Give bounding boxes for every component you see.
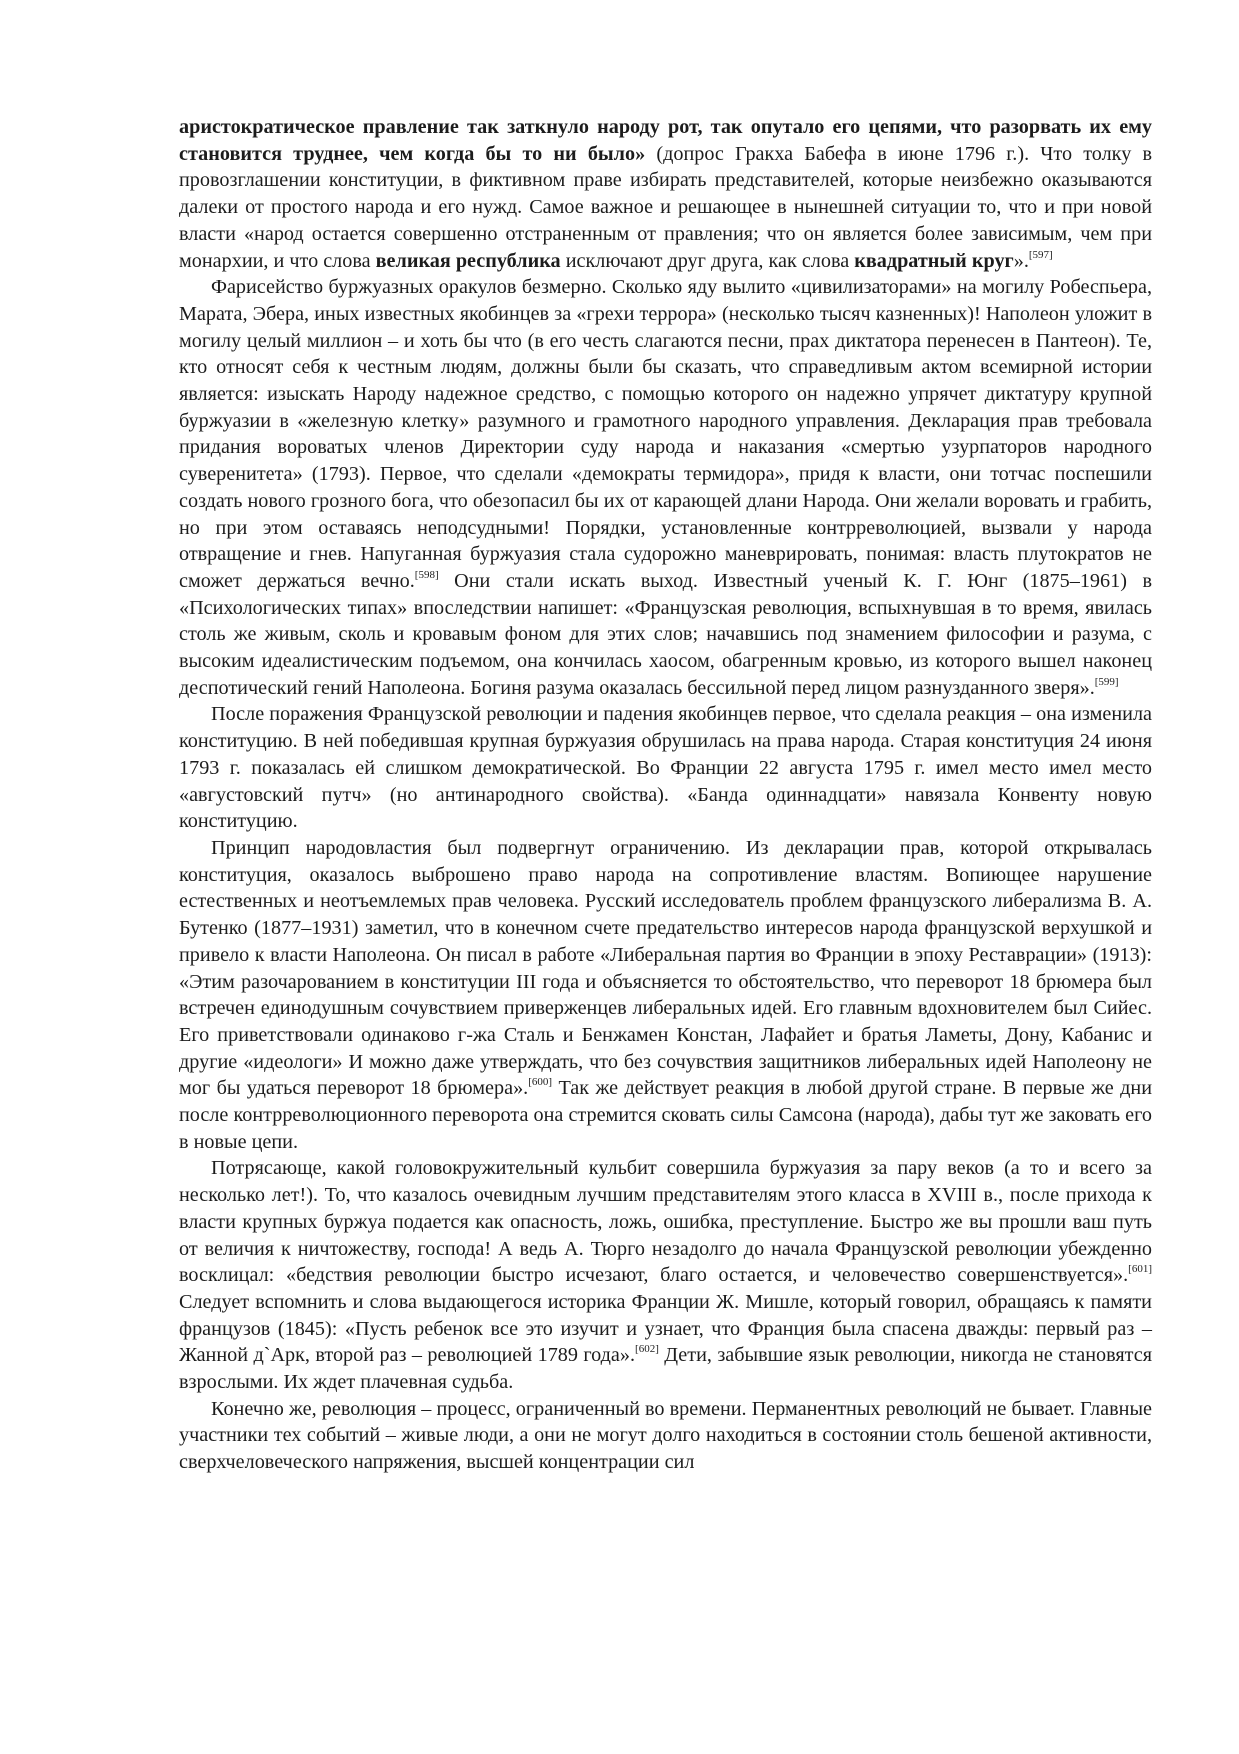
text-run: исключают друг друга, как слова (560, 249, 855, 272)
text-run: Они стали искать выход. Известный ученый К. Г. Юнг (1875–1961) в «Психологических типах» впоследствии напишет: «Французская революция, вспыхнувшая в то время, явилась столь же живым, сколь и кровавым фоном для этих слов; начавшись под знамением философии и разума, с высоким идеалистическим подъемом, она кончилась хаосом, обагренным кровью, из которого вышел наконец деспотический гений Наполеона. Богиня разума оказалась бессильной перед лицом разнузданного зверя». (179, 569, 1152, 699)
text-run: (допрос Гракха Бабефа в июне 1796 г.). Что толку в провозглашении конституции, в фиктивном праве избирать представителей, которые неизбежно оказываются далеки от простого народа и его нужд. Самое важное и решающее в нынешней ситуации то, что и при новой власти «народ остается совершенно отстраненным от правления; что он является более зависимым, чем при монархии, и что слова (179, 142, 1152, 272)
footnote-ref[interactable]: [598] (414, 568, 439, 581)
text-run: Так же действует реакция в любой другой стране. В первые же дни после контрреволюционного переворота она стремится сковать силы Самсона (народа), дабы тут же заковать его в новые цепи. (179, 1077, 1153, 1153)
paragraph (179, 1155, 1152, 1395)
text-run: После поражения Французской революции и падения якобинцев первое, что сделала реакция – она изменила конституцию. В ней победившая крупная буржуазия обрушилась на права народа. Старая конституция 24 июня 1793 г. показалась ей слишком демократической. Во Франции 22 августа 1795 г. имел место имел место «августовский путч» (но антинародного свойства). «Банда одиннадцати» навязала Конвенту новую конституцию. (179, 703, 1152, 833)
text-run: Дети, забывшие язык революции, никогда не становятся взрослыми. Их ждет плачевная судьба. (179, 1344, 1152, 1394)
bold-text: квадратный круг (854, 249, 1014, 272)
text-run: ». (1013, 249, 1029, 272)
footnote-ref[interactable]: [597] (1028, 248, 1053, 261)
text-run: Следует вспомнить и слова выдающегося историка Франции Ж. Мишле, который говорил, обращаясь к памяти французов (1845): «Пусть ребенок все это изучит и узнает, что Франция была спасена дважды: первый раз – Жанной д`Арк, второй раз – революцией 1789 года». (179, 1290, 1152, 1367)
text-run: Потрясающе, какой головокружительный кульбит совершила буржуазия за пару веков (а то и всего за несколько лет!). То, что казалось очевидным лучшим представителям этого класса в XVIII в., после прихода к власти крупных буржуа подается как опасность, ложь, ошибка, преступление. Быстро же вы прошли ваш путь от величия к ничтожеству, господа! А ведь А. Тюрго незадолго до начала Французской революции убежденно восклицал: «бедствия революции быстро исчезают, благо остается, и человечество совершенствуется». (179, 1157, 1152, 1287)
bold-text: аристократическое правление так заткнуло народу рот, так опутало его цепями, что разорвать их ему становится труднее, чем когда бы то ни было» (179, 116, 1152, 165)
text-run: Принцип народовластия был подвергнут ограничению. Из декларации прав, которой открывалась конституция, оказалось выброшено право народа на сопротивление властям. Вопиющее нарушение естественных и неотъемлемых прав человека. Русский исследователь проблем французского либерализма В. А. Бутенко (1877–1931) заметил, что в конечном счете предательство интересов народа французской верхушкой и привело к власти Наполеона. Он писал в работе «Либеральная партия во Франции в эпоху Реставрации» (1913): «Этим разочарованием в конституции III года и объясняется то обстоятельство, что переворот 18 брюмера был встречен единодушным сочувствием приверженцев либеральных идей. Его главным вдохновителем был Сийес. Его приветствовали одинаково г-жа Сталь и Бенжамен Констан, Лафайет и братья Ламеты, Дону, Кабанис и другие «идеологи» И можно даже утверждать, что без сочувствия защитников либеральных идей Наполеону не мог бы удаться переворот 18 брюмера». (179, 836, 1152, 1100)
paragraph (179, 835, 1152, 1155)
footnote-ref[interactable]: [600] (528, 1076, 553, 1089)
text-run: Конечно же, революция – процесс, ограниченный во времени. Перманентных революций не бывает. Главные участники тех событий – живые люди, а они не могут долго находиться в состоянии столь бешеной активности, сверхчеловеческого напряжения, высшей концентрации сил (179, 1397, 1152, 1474)
paragraph (179, 114, 1152, 274)
paragraph (179, 701, 1152, 835)
footnote-ref[interactable]: [599] (1094, 675, 1119, 688)
footnote-ref[interactable]: [602] (635, 1343, 659, 1356)
bold-text: великая республика (375, 249, 561, 272)
paragraph (179, 1396, 1152, 1476)
text-run: Фарисейство буржуазных оракулов безмерно. Сколько яду вылито «цивилизаторами» на могилу Робеспьера, Марата, Эбера, иных известных якобинцев за «грехи террора» (несколько тысяч казненных)! Наполеон уложит в могилу целый миллион – и хоть бы что (в его честь слагаются песни, прах диктатора перенесен в Пантеон). Те, кто относят себя к честным людям, должны были бы сказать, что справедливым актом всемирной истории является: изыскать Народу надежное средство, с помощью которого он надежно упрячет диктатуру крупной буржуазии в «железную клетку» разумного и грамотного народного управления. Декларация прав требовала придания вороватых членов Директории суду народа и наказания «смертью узурпаторов народного суверенитета» (1793). Первое, что сделали «демократы термидора», придя к власти, они тотчас поспешили создать нового грозного бога, что обезопасил бы их от карающей длани Народа. Они желали воровать и грабить, но при этом оставаясь неподсудными! Порядки, установленные контрреволюцией, вызвали у народа отвращение и гнев. Напуганная буржуазия стала судорожно маневрировать, понимая: власть плутократов не сможет держаться вечно. (179, 276, 1152, 592)
page-text (179, 114, 1152, 1476)
paragraph (179, 274, 1152, 701)
footnote-ref[interactable]: [601] (1128, 1263, 1152, 1276)
